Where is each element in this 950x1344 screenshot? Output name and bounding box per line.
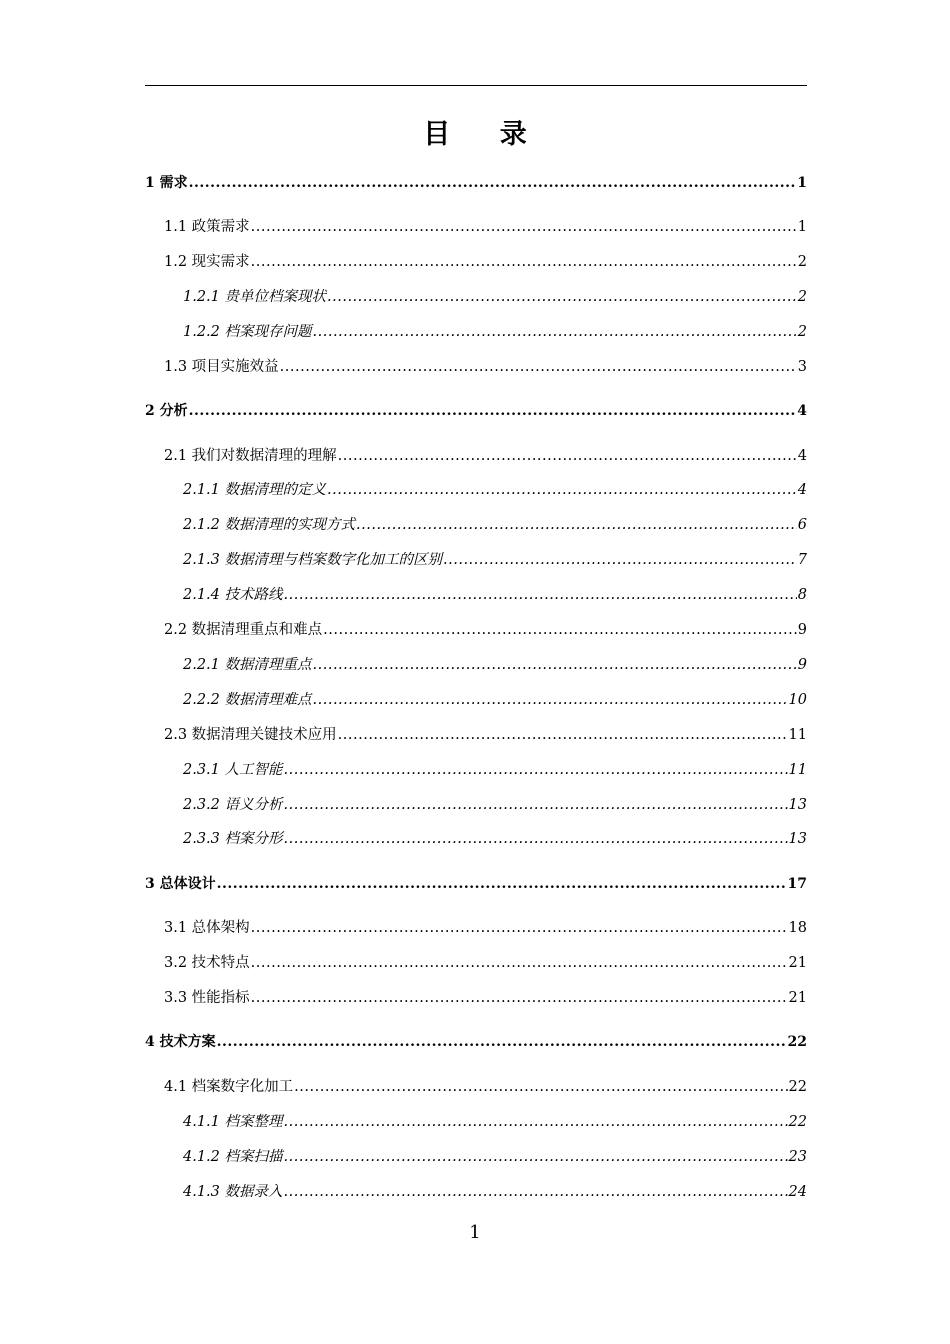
toc-entry-page: 10 bbox=[788, 692, 807, 708]
toc-dot-leader bbox=[217, 873, 787, 895]
toc-entry-page: 7 bbox=[797, 552, 807, 568]
toc-entry-label: 4 技术方案 bbox=[145, 1034, 216, 1050]
toc-entry-page: 13 bbox=[788, 831, 807, 847]
toc-entry-page: 4 bbox=[797, 482, 807, 498]
toc-entry-label: 1.3 项目实施效益 bbox=[164, 359, 279, 375]
toc-dot-leader bbox=[284, 794, 788, 816]
toc-entry-page: 1 bbox=[797, 175, 807, 191]
toc-entry-label: 3.3 性能指标 bbox=[164, 990, 250, 1006]
toc-entry-level-2[interactable] bbox=[164, 619, 807, 641]
toc-entry-page: 2 bbox=[797, 289, 807, 305]
toc-entry-page: 6 bbox=[797, 517, 807, 533]
toc-entry-page: 22 bbox=[788, 1114, 807, 1130]
toc-entry-label: 2.3.2 语义分析 bbox=[183, 797, 283, 813]
toc-entry-level-2[interactable] bbox=[164, 445, 807, 467]
toc-entry-page: 9 bbox=[797, 657, 807, 673]
toc-entry-label: 2.2 数据清理重点和难点 bbox=[164, 622, 323, 638]
toc-entry-label: 2.2.2 数据清理难点 bbox=[183, 692, 312, 708]
toc-entry-page: 22 bbox=[788, 1079, 807, 1095]
toc-dot-leader bbox=[280, 356, 797, 378]
toc-entry-label: 4.1 档案数字化加工 bbox=[164, 1079, 294, 1095]
toc-entry-label: 4.1.2 档案扫描 bbox=[183, 1149, 283, 1165]
toc-entry-label: 1.2.2 档案现存问题 bbox=[183, 324, 312, 340]
toc-entry-page: 18 bbox=[788, 920, 807, 936]
toc-entry-level-3[interactable] bbox=[183, 689, 807, 711]
toc-entry-label: 4.1.3 数据录入 bbox=[183, 1184, 283, 1200]
toc-entry-level-2[interactable] bbox=[164, 724, 807, 746]
toc-dot-leader bbox=[327, 479, 797, 501]
header-rule bbox=[145, 85, 807, 86]
toc-entry-label: 2.3.1 人工智能 bbox=[183, 762, 283, 778]
toc-entry-level-2[interactable] bbox=[164, 1076, 807, 1098]
toc-entry-level-3[interactable] bbox=[183, 654, 807, 676]
toc-entry-level-2[interactable] bbox=[164, 216, 807, 238]
toc-entry-page: 2 bbox=[797, 324, 807, 340]
toc-entry-page: 21 bbox=[788, 990, 807, 1006]
toc-entry-page: 1 bbox=[797, 219, 807, 235]
toc-dot-leader bbox=[443, 549, 797, 571]
toc-entry-level-2[interactable] bbox=[164, 356, 807, 378]
toc-entry-level-1[interactable] bbox=[145, 873, 807, 895]
toc-entry-level-2[interactable] bbox=[164, 251, 807, 273]
toc-entry-level-3[interactable] bbox=[183, 1181, 807, 1203]
toc-entry-label: 2.3.3 档案分形 bbox=[183, 831, 283, 847]
toc-entry-level-2[interactable] bbox=[164, 917, 807, 939]
toc-dot-leader bbox=[251, 987, 788, 1009]
toc-entry-level-3[interactable] bbox=[183, 794, 807, 816]
toc-entry-page: 9 bbox=[797, 622, 807, 638]
toc-entry-level-3[interactable] bbox=[183, 1111, 807, 1133]
toc-entry-label: 1.2.1 贵单位档案现状 bbox=[183, 289, 327, 305]
toc-dot-leader bbox=[313, 654, 797, 676]
page-number: 1 bbox=[469, 1222, 481, 1243]
toc-entry-level-3[interactable] bbox=[183, 514, 807, 536]
toc-entry-page: 11 bbox=[788, 762, 807, 778]
toc-entry-label: 1 需求 bbox=[145, 175, 188, 191]
toc-entry-level-3[interactable] bbox=[183, 286, 807, 308]
page-title: 目 录 bbox=[423, 119, 547, 150]
toc-entry-level-3[interactable] bbox=[183, 549, 807, 571]
toc-entry-page: 3 bbox=[797, 359, 807, 375]
toc-entry-level-3[interactable] bbox=[183, 479, 807, 501]
toc-dot-leader bbox=[284, 1111, 788, 1133]
toc-entry-label: 2.1.1 数据清理的定义 bbox=[183, 482, 327, 498]
toc-dot-leader bbox=[323, 619, 797, 641]
toc-entry-page: 8 bbox=[797, 587, 807, 603]
toc-entry-page: 22 bbox=[787, 1034, 807, 1050]
toc-dot-leader bbox=[284, 1146, 788, 1168]
toc-entry-level-3[interactable] bbox=[183, 828, 807, 850]
toc-entry-page: 13 bbox=[788, 797, 807, 813]
toc-entry-label: 2.1.4 技术路线 bbox=[183, 587, 283, 603]
toc-entry-label: 4.1.1 档案整理 bbox=[183, 1114, 283, 1130]
toc-entry-label: 2.1.3 数据清理与档案数字化加工的区别 bbox=[183, 552, 443, 568]
toc-entry-page: 2 bbox=[797, 254, 807, 270]
toc-entry-level-3[interactable] bbox=[183, 1146, 807, 1168]
toc-dot-leader bbox=[356, 514, 797, 536]
toc-entry-label: 3 总体设计 bbox=[145, 876, 216, 892]
toc-entry-level-2[interactable] bbox=[164, 952, 807, 974]
toc-entry-label: 2.2.1 数据清理重点 bbox=[183, 657, 312, 673]
toc-entry-level-3[interactable] bbox=[183, 759, 807, 781]
toc-entry-level-3[interactable] bbox=[183, 584, 807, 606]
toc-dot-leader bbox=[284, 1181, 788, 1203]
toc-entry-label: 2 分析 bbox=[145, 403, 188, 419]
toc-entry-page: 4 bbox=[797, 403, 807, 419]
toc-entry-label: 2.1.2 数据清理的实现方式 bbox=[183, 517, 356, 533]
toc-dot-leader bbox=[338, 445, 797, 467]
toc-dot-leader bbox=[217, 1031, 787, 1053]
toc-dot-leader bbox=[251, 216, 797, 238]
toc-dot-leader bbox=[338, 724, 788, 746]
toc-entry-label: 2.1 我们对数据清理的理解 bbox=[164, 448, 337, 464]
toc-entry-page: 23 bbox=[788, 1149, 807, 1165]
toc-entry-level-3[interactable] bbox=[183, 321, 807, 343]
toc-dot-leader bbox=[313, 689, 788, 711]
toc-dot-leader bbox=[313, 321, 797, 343]
toc-dot-leader bbox=[189, 400, 797, 422]
toc-dot-leader bbox=[284, 584, 797, 606]
toc-dot-leader bbox=[284, 828, 788, 850]
toc-entry-label: 3.1 总体架构 bbox=[164, 920, 250, 936]
toc-entry-label: 1.1 政策需求 bbox=[164, 219, 250, 235]
toc-dot-leader bbox=[251, 251, 797, 273]
toc-entry-level-1[interactable] bbox=[145, 1031, 807, 1053]
toc-entry-page: 11 bbox=[788, 727, 807, 743]
toc-entry-level-2[interactable] bbox=[164, 987, 807, 1009]
toc-dot-leader bbox=[251, 952, 788, 974]
toc-entry-label: 1.2 现实需求 bbox=[164, 254, 250, 270]
toc-entry-label: 3.2 技术特点 bbox=[164, 955, 250, 971]
toc-entry-page: 4 bbox=[797, 448, 807, 464]
toc-entry-label: 2.3 数据清理关键技术应用 bbox=[164, 727, 337, 743]
toc-dot-leader bbox=[251, 917, 788, 939]
toc-entry-page: 17 bbox=[787, 876, 807, 892]
toc-entry-page: 24 bbox=[788, 1184, 807, 1200]
toc-dot-leader bbox=[327, 286, 797, 308]
toc-entry-level-1[interactable] bbox=[145, 172, 807, 194]
toc-dot-leader bbox=[294, 1076, 787, 1098]
toc-dot-leader bbox=[189, 172, 797, 194]
toc-dot-leader bbox=[284, 759, 788, 781]
toc-entry-level-1[interactable] bbox=[145, 400, 807, 422]
toc-entry-page: 21 bbox=[788, 955, 807, 971]
